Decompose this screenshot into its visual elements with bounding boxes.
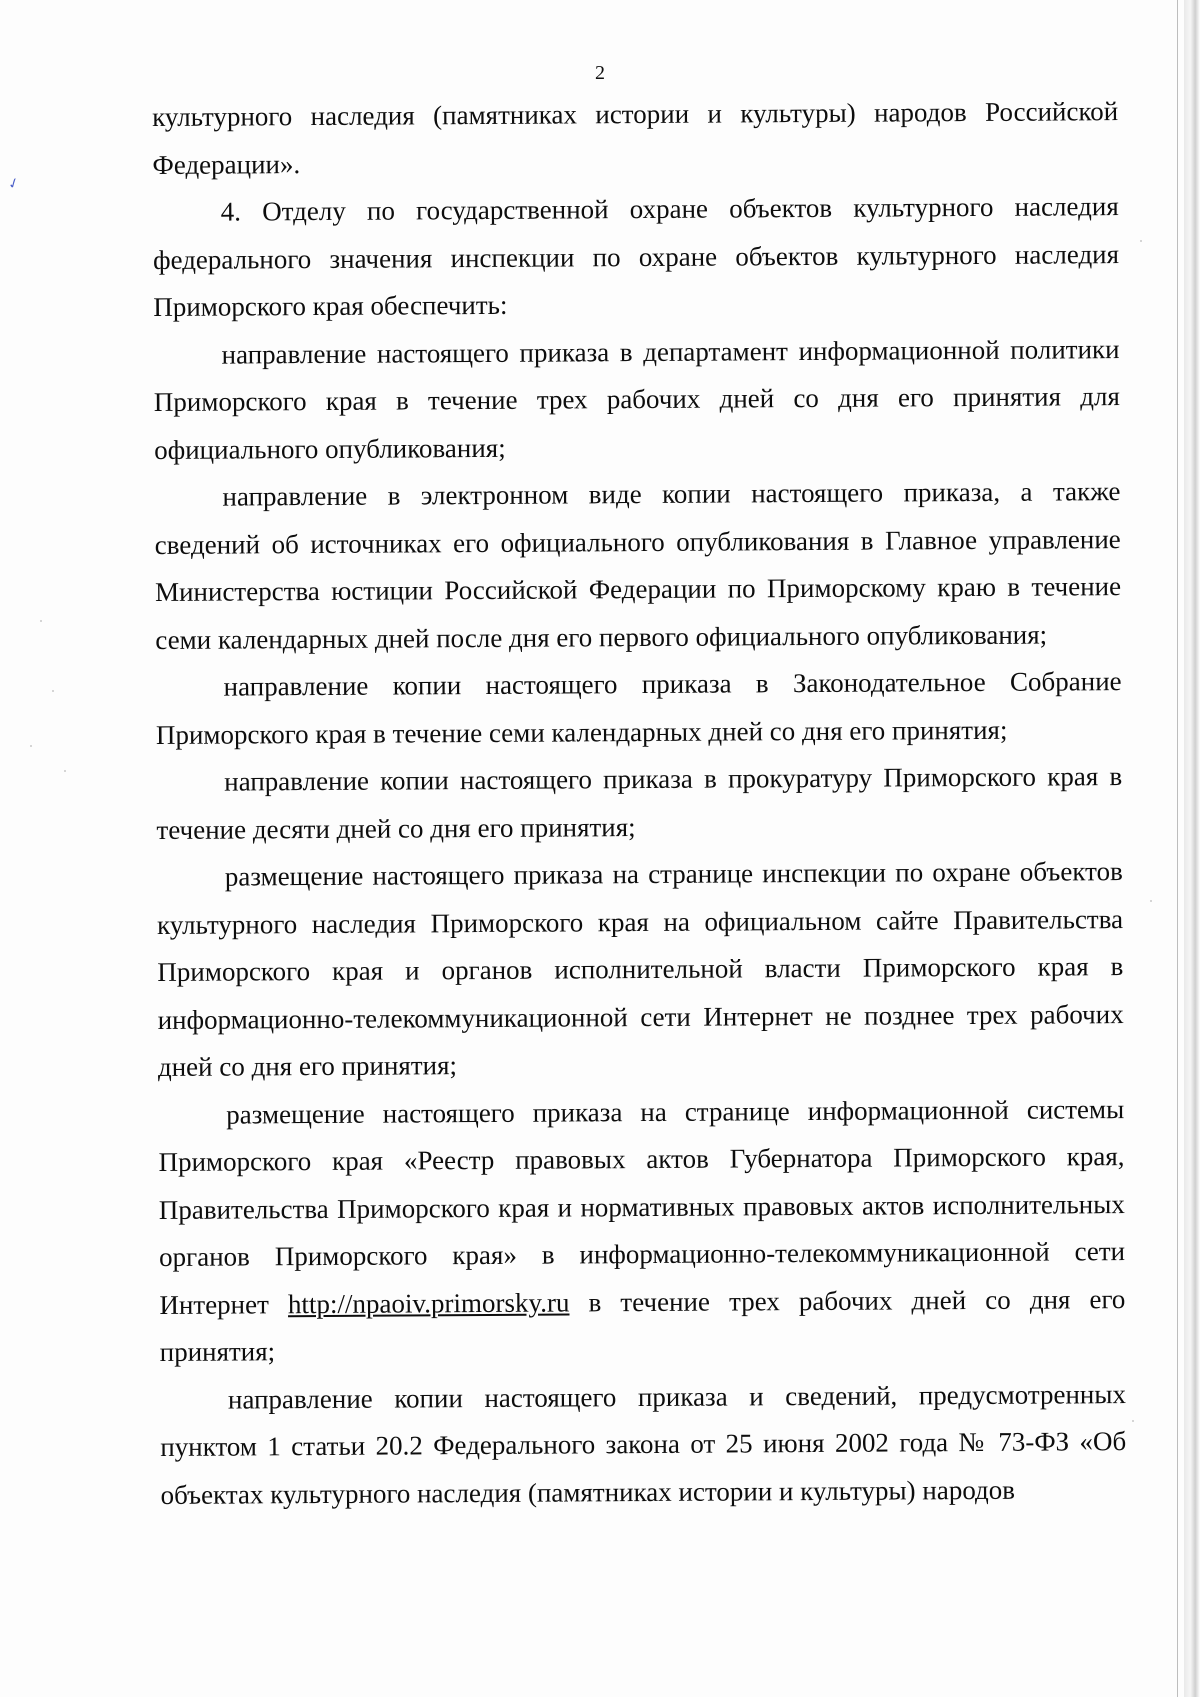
page-number: 2 (595, 62, 605, 84)
scan-speckle (52, 690, 54, 692)
scan-edge-shadow (1184, 0, 1200, 1697)
registry-link[interactable]: http://npaoiv.primorsky.ru (287, 1286, 570, 1319)
registry-text-before: размещение настоящего приказа на странице информационной системы Приморского края «Реестр правовых актов Губернатора Приморского края, Правительства Приморского края и нормативных правовых актов исполнительных органов Приморского края» в информационно-телекоммуникационной сети Интернет (158, 1093, 1126, 1320)
paragraph-publication-department: направление настоящего приказа в департамент информационной политики Приморского края в течение трех рабочих дней со дня его принятия для официального опубликования; (153, 333, 1120, 465)
paragraph-website-posting: размещение настоящего приказа на странице инспекции по охране объектов культурного наследия Приморского края на официальном сайте Правительства Приморского края и органов исполнительной власти Приморского края в информационно-телекоммуникационной сети Интернет не позднее трех рабочих дней со дня его принятия; (156, 856, 1124, 1082)
paragraph-registry-posting (158, 1086, 1126, 1377)
paragraph-federal-law: направление копии настоящего приказа и сведений, предусмотренных пунктом 1 статьи 20.2 Федерального закона от 25 июня 2002 года № 73-ФЗ «Об объектах культурного наследия (памятниках истории и культуры) народов (160, 1378, 1127, 1510)
paragraph-prosecutor: направление копии настоящего приказа в прокуратуру Приморского края в течение десяти дней со дня его принятия; (156, 761, 1123, 845)
paragraph-legislative-assembly: направление копии настоящего приказа в Законодательное Собрание Приморского края в течение семи календарных дней со дня его принятия; (155, 666, 1122, 750)
scan-speckle (1150, 900, 1152, 902)
registry-text-after: в течение трех рабочих дней со дня его принятия; (159, 1283, 1126, 1367)
scan-speckle (30, 745, 32, 747)
paragraph-item-4: 4. Отделу по государственной охране объектов культурного наследия федерального значения инспекции по охране объектов культурного наследия Приморского края обеспечить: (152, 191, 1120, 322)
scan-speckle (1140, 240, 1142, 242)
scan-speckle (1132, 1420, 1134, 1422)
paragraph-justice-ministry: направление в электронном виде копии настоящего приказа, а также сведений об источниках его официального опубликования в Главное управление Министерства юстиции Российской Федерации по Приморскому краю в течение семи календарных дней после дня его первого официального опубликования; (154, 476, 1122, 655)
scan-speckle (64, 770, 66, 772)
scan-edge-line (1177, 0, 1178, 1697)
document-body (152, 88, 1127, 1519)
scan-speckle (40, 620, 42, 622)
margin-pen-mark: ✓ (5, 174, 23, 194)
paragraph-continuation: культурного наследия (памятниках истории и культуры) народов Российской Федерации». (152, 96, 1119, 180)
